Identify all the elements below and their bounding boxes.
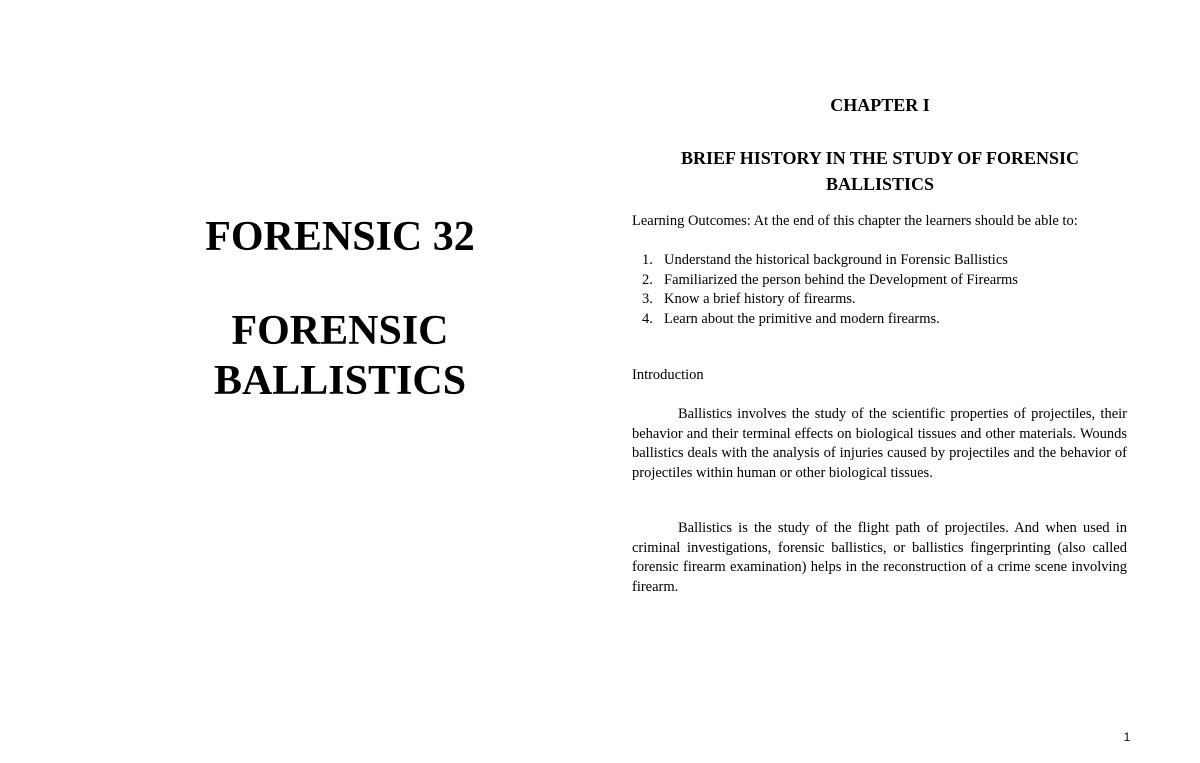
chapter-label: CHAPTER I (830, 95, 930, 115)
list-item-number: 1. (642, 252, 653, 268)
list-item (632, 310, 1132, 330)
list-item (632, 271, 1132, 291)
introduction-paragraph-1: Ballistics involves the study of the scientific properties of projectiles, their behavior and their terminal effects on biological tissues and other materials. Wounds ballistics deals with the analysis of injuries caused by projectiles and the behavior of projectiles within human or other biological tissues. (632, 406, 1127, 481)
list-item (632, 251, 1132, 271)
list-item-text: Familiarized the person behind the Development of Firearms (664, 271, 1018, 288)
subject-title-line-1: FORENSIC (231, 308, 449, 354)
list-item-text: Know a brief history of firearms. (664, 291, 856, 307)
learning-outcomes-intro: Learning Outcomes: At the end of this chapter the learners should be able to: (632, 213, 1078, 229)
chapter-page (600, 0, 1200, 763)
subject-title-line-2: BALLISTICS (213, 358, 467, 404)
list-item-number: 3. (642, 291, 653, 307)
list-item-number: 2. (642, 271, 653, 288)
page-number: 1 (1123, 730, 1131, 744)
list-item-text: Understand the historical background in Forensic Ballistics (664, 252, 1008, 268)
learning-outcomes-list (632, 251, 1132, 329)
subject-title (140, 306, 540, 406)
course-code-title: FORENSIC 32 (205, 214, 475, 260)
list-item-number: 4. (642, 310, 653, 327)
chapter-title: BRIEF HISTORY IN THE STUDY OF FORENSIC BALLISTICS (680, 148, 1080, 194)
introduction-heading: Introduction (632, 367, 704, 383)
introduction-paragraph-2: Ballistics is the study of the flight path of projectiles. And when used in criminal investigations, forensic ballistics, or ballistics fingerprinting (also called forensic firearm examination) helps in the reconstruction of a crime scene involving firearm. (632, 520, 1127, 595)
list-item-text: Learn about the primitive and modern firearms. (664, 310, 940, 327)
list-item (632, 290, 1132, 310)
